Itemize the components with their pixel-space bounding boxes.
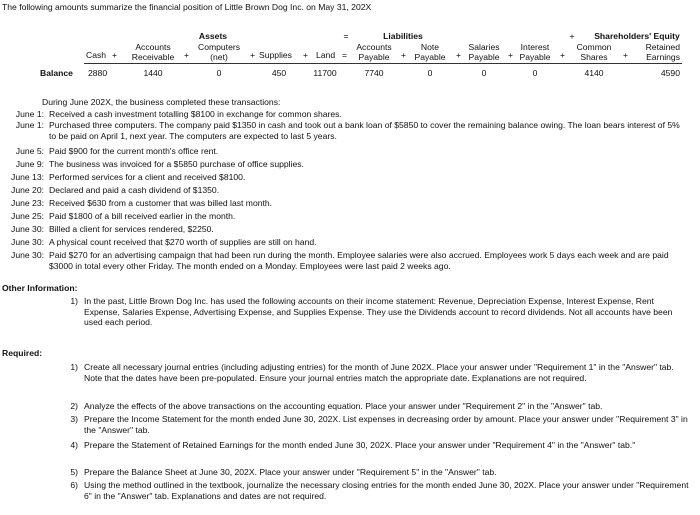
plus-sign: + — [569, 31, 575, 41]
transaction-date: June 9: — [15, 159, 44, 169]
col-cash: Cash — [86, 50, 107, 60]
op-plus: + — [250, 50, 256, 60]
required-text: Analyze the effects of the above transactions on the accounting equation. Place your answer under "Requirement 2" in the "Answer" tab. — [84, 401, 603, 411]
balance-retained-earnings: 4590 — [660, 68, 680, 78]
col-land: Land — [316, 50, 336, 60]
other-info-text: In the past, Little Brown Dog Inc. has used the following accounts on their income statement: Revenue, Depreciation Expense, Interest Expense, Rent Expense, Salaries Expense, Advertising Expense, and Supplies Expense. They use the Dividends account to record dividends. Not all accounts have been used each period. — [84, 296, 673, 327]
op-plus: + — [184, 50, 190, 60]
transaction-text: Billed a client for services rendered, $2250. — [49, 224, 214, 234]
balance-accounts-receivable: 1440 — [143, 68, 163, 78]
transaction-text: Paid $1800 of a bill received earlier in the month. — [49, 211, 236, 221]
transaction-text: The business was invoiced for a $5850 purchase of office supplies. — [49, 159, 304, 169]
balance-note-payable: 0 — [427, 68, 433, 78]
balance-common-shares: 4140 — [584, 68, 604, 78]
transaction-date: June 20: — [11, 185, 44, 195]
page-title: The following amounts summarize the financial position of Little Brown Dog Inc. on May 31, 202X — [2, 2, 372, 12]
col-salaries-payable: Salaries Payable — [468, 42, 500, 62]
transaction-date: June 30: — [11, 237, 44, 247]
op-plus: + — [303, 50, 309, 60]
op-plus: + — [560, 50, 566, 60]
transaction-date: June 25: — [11, 211, 44, 221]
balance-supplies: 450 — [271, 68, 287, 78]
balance-salaries-payable: 0 — [481, 68, 487, 78]
col-supplies: Supplies — [259, 50, 292, 60]
header-rule — [84, 63, 682, 64]
liabilities-group-header: Liabilities — [383, 31, 423, 41]
col-note-payable: Note Payable — [414, 42, 446, 62]
balance-land: 11700 — [313, 68, 337, 78]
other-info-heading: Other Information: — [2, 283, 78, 293]
other-info-number: 1) — [70, 296, 78, 306]
col-accounts-receivable: Accounts Receivable — [131, 42, 175, 62]
balance-computers: 0 — [216, 68, 222, 78]
equity-group-header: Shareholders' Equity — [594, 31, 680, 41]
transaction-text: Purchased three computers. The company paid $1350 in cash and took out a bank loan of $5850 to cover the remaining balance owing. The loan bears interest of 5% to be paid on April 1, next year. The computers are expected to last 5 years. — [49, 120, 680, 141]
col-interest-payable: Interest Payable — [519, 42, 551, 62]
transaction-date: June 13: — [11, 172, 44, 182]
transaction-date: June 30: — [11, 250, 44, 260]
op-plus: + — [401, 50, 407, 60]
transaction-text: Received a cash investment totalling $8100 in exchange for common shares. — [49, 109, 342, 119]
balance-cash: 2880 — [88, 68, 108, 78]
col-retained-earnings: Retained Earnings — [645, 42, 680, 62]
col-accounts-payable: Accounts Payable — [356, 42, 392, 62]
op-plus: + — [623, 50, 629, 60]
transaction-text: Declared and paid a cash dividend of $1350. — [49, 185, 220, 195]
transaction-text: A physical count received that $270 worth of supplies are still on hand. — [49, 237, 317, 247]
transaction-text: Paid $900 for the current month's office rent. — [49, 146, 219, 156]
transaction-date: June 5: — [15, 146, 44, 156]
equals-sign: = — [343, 31, 349, 41]
required-number: 2) — [70, 401, 78, 411]
required-number: 3) — [70, 414, 78, 424]
required-text: Prepare the Balance Sheet at June 30, 202X. Place your answer under "Requirement 5" in the "Answer" tab. — [84, 467, 497, 477]
col-common-shares: Common Shares — [576, 42, 612, 62]
op-plus: + — [508, 50, 514, 60]
transaction-date: June 1: — [15, 120, 44, 130]
op-plus: + — [112, 50, 118, 60]
required-number: 1) — [70, 362, 78, 372]
op-plus: + — [456, 50, 462, 60]
transaction-date: June 23: — [11, 198, 44, 208]
transaction-text: Received $630 from a customer that was billed last month. — [49, 198, 273, 208]
required-number: 5) — [70, 467, 78, 477]
required-text: Using the method outlined in the textbook, journalize the necessary closing entries for the month ended June 30, 202X. Place your answer under "Requirement 6" in the "Answer" tab. Explanations and dates are not required. — [84, 480, 689, 501]
transaction-date: June 30: — [11, 224, 44, 234]
op-equals: = — [342, 50, 348, 60]
assets-group-header: Assets — [198, 31, 228, 41]
transaction-text: Paid $270 for an advertising campaign that had been run during the month. Employee salaries were also accrued. Employees work 5 days each week and are paid $3000 in total every other Friday. The month ended on a Monday. Employees were last paid 2 weeks ago. — [49, 250, 669, 271]
balance-label: Balance — [40, 68, 73, 78]
transaction-text: Performed services for a client and received $8100. — [49, 172, 246, 182]
col-computers-net: Computers (net) — [197, 42, 241, 62]
transaction-date: June 1: — [15, 109, 44, 119]
balance-accounts-payable: 7740 — [364, 68, 384, 78]
required-heading: Required: — [2, 348, 43, 358]
required-number: 6) — [70, 480, 78, 490]
required-text: Prepare the Income Statement for the month ended June 30, 202X. List expenses in decreasing order by amount. Place your answer under "Requirement 3" in the "Answer" tab. — [84, 414, 688, 435]
balance-interest-payable: 0 — [532, 68, 538, 78]
required-text: Prepare the Statement of Retained Earnings for the month ended June 30, 202X. Place your answer under "Requirement 4" in the "Answer" tab." — [84, 440, 636, 450]
required-text: Create all necessary journal entries (including adjusting entries) for the month of June 202X. Place your answer under "Requirement 1" in the "Answer" tab. Note that the dates have been pre-populated. Ensure your journal entries match the appropriate date. Explanations are not required. — [84, 362, 674, 383]
transactions-intro: During June 202X, the business completed these transactions: — [42, 97, 281, 107]
required-number: 4) — [70, 440, 78, 450]
